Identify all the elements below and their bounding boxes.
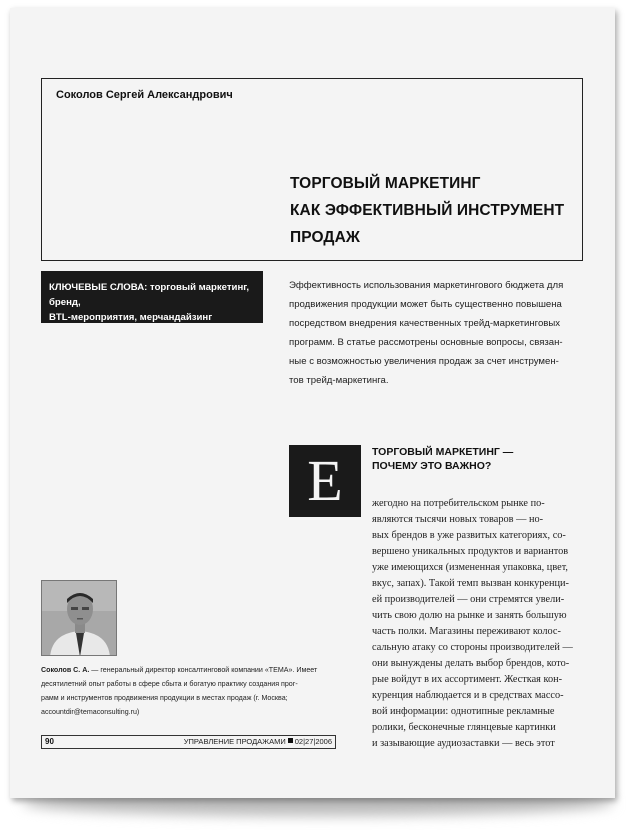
article-title — [290, 170, 564, 251]
abstract — [289, 276, 579, 390]
body-line: рые войдут в их ассортимент. Жесткая кон- — [372, 674, 563, 685]
body-line: уже имеющихся (измененная упаковка, цвет, — [372, 562, 568, 573]
abstract-line: тов трейд-маркетинга. — [289, 375, 389, 386]
keywords-line: BTL-мероприятия, мерчандайзинг — [49, 312, 213, 323]
square-bullet-icon — [288, 738, 293, 743]
body-line: вых брендов в уже развитых категориях, со- — [372, 530, 566, 541]
drop-cap: Е — [289, 445, 361, 517]
page-number: 90 — [45, 737, 54, 746]
author-caption — [41, 663, 333, 719]
body-line: они вынуждены делать выбор брендов, кото- — [372, 658, 570, 669]
section-heading-line: ТОРГОВЫЙ МАРКЕТИНГ — — [372, 446, 514, 458]
title-line: ТОРГОВЫЙ МАРКЕТИНГ — [290, 175, 481, 192]
abstract-line: посредством внедрения качественных трейд-маркетинговых — [289, 318, 561, 329]
author-portrait-image — [42, 581, 117, 656]
body-line: вкус, запах). Такой темп вызван конкуренци- — [372, 578, 569, 589]
body-line: жегодно на потребительском рынке по- — [372, 498, 545, 509]
caption-line: десятилетний опыт работы в сфере сбыта и богатую практику создания прог- — [41, 680, 298, 688]
body-line: и зазывающие аудиозаставки — весь этот — [372, 738, 555, 749]
body-line: являются тысячи новых товаров — но- — [372, 514, 544, 525]
section-heading — [372, 445, 513, 473]
caption-line: accountdir@temaconsulting.ru) — [41, 708, 140, 716]
caption-line: рамм и инструментов продвижения продукции в местах продаж (г. Москва; — [41, 694, 288, 702]
body-line: ей производителей — они стремятся увели- — [372, 594, 565, 605]
body-line: вой информации: однотипные рекламные — [372, 706, 555, 717]
body-line: часть полки. Магазины переживают колос- — [372, 626, 561, 637]
author-name: Соколов Сергей Александрович — [56, 89, 233, 101]
abstract-line: программ. В статье рассмотрены основные вопросы, связан- — [289, 337, 563, 348]
body-line: куренция наблюдается и в средствах массо- — [372, 690, 564, 701]
issue-number: 02|27|2006 — [294, 737, 332, 746]
title-line: ПРОДАЖ — [290, 229, 360, 246]
journal-name: УПРАВЛЕНИЕ ПРОДАЖАМИ — [183, 737, 286, 746]
abstract-line: Эффективность использования маркетингового бюджета для — [289, 280, 564, 291]
caption-name: Соколов С. А. — [41, 666, 90, 674]
journal-footer — [166, 737, 332, 746]
body-line: ролики, бесконечные глянцевые картинки — [372, 722, 556, 733]
caption-line: — генеральный директор консалтинговой компании «ТЕМА». Имеет — [89, 666, 318, 674]
author-photo — [41, 580, 117, 656]
body-line: вершено уникальных продуктов и вариантов — [372, 546, 569, 557]
title-line: КАК ЭФФЕКТИВНЫЙ ИНСТРУМЕНТ — [290, 202, 565, 219]
keywords-line: КЛЮЧЕВЫЕ СЛОВА: торговый маркетинг, бренд, — [49, 282, 250, 308]
article-body — [372, 496, 580, 752]
body-line: чить свою долю на рынке и занять большую — [372, 610, 567, 621]
keywords-box — [41, 271, 263, 323]
body-line: сальную атаку со стороны производителей — — [372, 642, 573, 653]
section-heading-line: ПОЧЕМУ ЭТО ВАЖНО? — [372, 460, 492, 472]
abstract-line: ные с возможностью увеличения продаж за счет инструмен- — [289, 356, 559, 367]
abstract-line: продвижения продукции может быть существенно повышена — [289, 299, 562, 310]
